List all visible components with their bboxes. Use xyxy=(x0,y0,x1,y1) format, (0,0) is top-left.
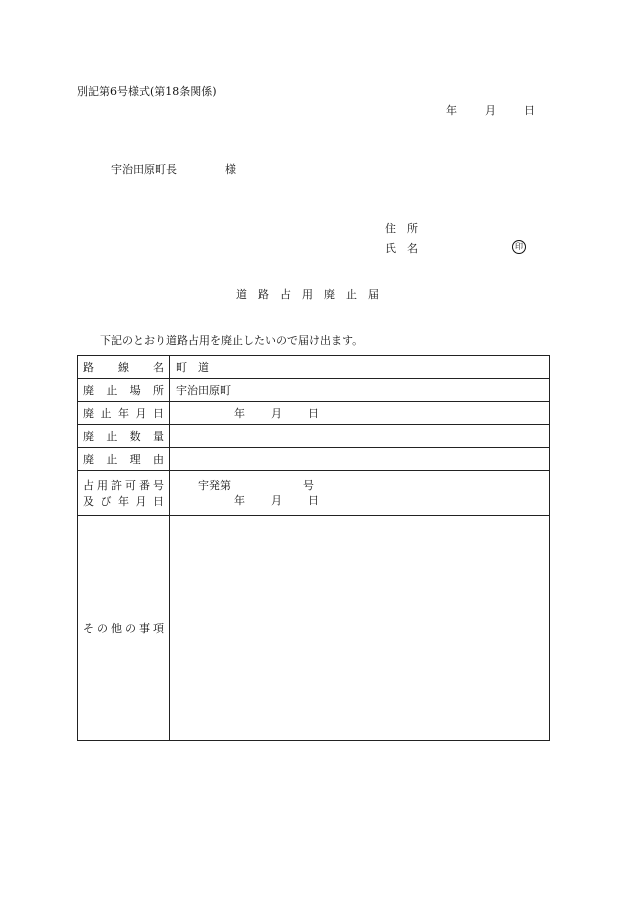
date-label-char: 月 xyxy=(135,407,147,420)
table-row-permit xyxy=(78,471,550,516)
other-label-char: 項 xyxy=(153,622,164,635)
applicant-address-label: 住 所 xyxy=(385,222,418,235)
form-id: 別記第6号様式(第18条関係) xyxy=(77,85,217,98)
abolition-form-table xyxy=(77,355,550,741)
permit-label-char: 占 xyxy=(83,479,94,492)
other-label-char: 他 xyxy=(111,622,122,635)
quantity-value xyxy=(170,425,550,448)
date-day: 日 xyxy=(524,104,535,117)
permit-label-char: 号 xyxy=(153,479,164,492)
quantity-label xyxy=(78,425,170,448)
table-row-place xyxy=(78,379,550,402)
submission-date xyxy=(446,104,535,118)
other-label-char: の xyxy=(125,622,136,635)
other-label-char: 事 xyxy=(139,622,150,635)
permit-label-char: 許 xyxy=(111,479,122,492)
route-label xyxy=(78,356,170,379)
place-label-char: 場 xyxy=(129,384,141,397)
permit-day: 日 xyxy=(308,494,319,507)
table-row-quantity xyxy=(78,425,550,448)
abolition-month: 月 xyxy=(271,407,282,420)
table-row-date xyxy=(78,402,550,425)
permit-label-char: 及 xyxy=(83,495,94,508)
abolition-date-value xyxy=(170,402,550,425)
quantity-label-char: 数 xyxy=(129,430,141,443)
reason-label xyxy=(78,448,170,471)
place-label-char: 止 xyxy=(106,384,118,397)
date-month: 月 xyxy=(485,104,496,117)
date-label-char: 廃 xyxy=(83,407,94,420)
other-value xyxy=(170,516,550,741)
table-row-other xyxy=(78,516,550,741)
date-label-char: 年 xyxy=(118,407,129,420)
permit-month: 月 xyxy=(271,494,282,507)
other-label-char: そ xyxy=(83,622,94,635)
addressee-name: 宇治田原町長 xyxy=(111,163,177,176)
quantity-label-char: 止 xyxy=(106,430,118,443)
reason-label-char: 止 xyxy=(106,453,118,466)
permit-year: 年 xyxy=(234,494,245,507)
quantity-label-char: 廃 xyxy=(83,430,94,443)
permit-value xyxy=(170,471,550,516)
addressee-honorific: 様 xyxy=(225,163,236,176)
date-year: 年 xyxy=(446,104,457,117)
permit-label-char: 月 xyxy=(135,495,147,508)
reason-label-char: 由 xyxy=(152,453,164,466)
other-label xyxy=(78,516,170,741)
date-label-char: 日 xyxy=(153,407,164,420)
document-title: 道 路 占 用 廃 止 届 xyxy=(236,288,379,301)
permit-label-char: 用 xyxy=(97,479,108,492)
abolition-day: 日 xyxy=(308,407,319,420)
route-label-char: 路 xyxy=(83,361,94,374)
other-label-char: の xyxy=(97,622,108,635)
reason-label-char: 廃 xyxy=(83,453,94,466)
quantity-label-char: 量 xyxy=(152,430,164,443)
reason-label-char: 理 xyxy=(129,453,141,466)
reason-value xyxy=(170,448,550,471)
permit-label xyxy=(78,471,170,516)
date-label xyxy=(78,402,170,425)
place-value: 宇治田原町 xyxy=(170,379,550,402)
abolition-year: 年 xyxy=(234,407,245,420)
permit-number-prefix: 宇発第 xyxy=(198,479,231,492)
permit-label-char: 番 xyxy=(139,479,150,492)
permit-number-suffix: 号 xyxy=(303,479,314,492)
route-label-char: 名 xyxy=(153,361,164,374)
permit-label-char: 年 xyxy=(118,495,129,508)
permit-label-char: 日 xyxy=(153,495,164,508)
date-label-char: 止 xyxy=(100,407,112,420)
seal-mark: 印 xyxy=(512,240,526,254)
place-label-char: 廃 xyxy=(83,384,94,397)
place-label xyxy=(78,379,170,402)
permit-label-char: び xyxy=(100,495,112,508)
intro-text: 下記のとおり道路占用を廃止したいので届け出ます。 xyxy=(100,334,364,347)
applicant-name-label: 氏 名 xyxy=(385,242,418,255)
table-row-route xyxy=(78,356,550,379)
addressee xyxy=(111,163,236,177)
route-label-char: 線 xyxy=(118,361,129,374)
place-label-char: 所 xyxy=(152,384,164,397)
table-row-reason xyxy=(78,448,550,471)
permit-label-char: 可 xyxy=(125,479,136,492)
route-value: 町 道 xyxy=(170,356,550,379)
